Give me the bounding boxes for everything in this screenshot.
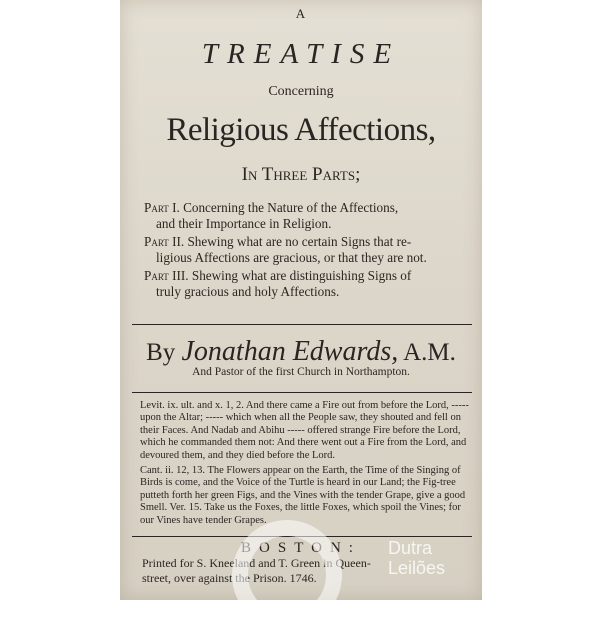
part-label: Part I.: [144, 200, 180, 215]
part-label: Part III.: [144, 268, 189, 283]
quote-leviticus: Levit. ix. ult. and x. 1, 2. And there came a Fire out from before the Lord, ----- upon the Altar; ----- which when all the People saw, they shouted and fell on their Faces. And Nadab and Abihu ----- offered strange Fire before the Lord, which he commanded them not: And there went out a Fire from the Lord, and devoured them, and they died before the Lord.: [140, 400, 469, 461]
part-text-cont: and their Importance in Religion.: [156, 216, 332, 231]
watermark-text: [388, 538, 445, 578]
part-1: [144, 200, 474, 232]
part-2: [144, 234, 474, 266]
author-degree: A.M.: [403, 339, 456, 366]
part-text-cont: truly gracious and holy Affections.: [156, 284, 340, 299]
title-article: A: [295, 6, 307, 21]
author-name: Jonathan Edwards,: [181, 336, 399, 367]
quote-canticles: Cant. ii. 12, 13. The Flowers appear on the Earth, the Time of the Singing of Birds is come, and the Voice of the Turtle is heard in our Land; the Fig-tree putteth forth her green Figs, and the Vines with the tender Grape, give a good Smell. Ver. 15. Take us the Foxes, the little Foxes, which spoil the Vines; for our Vines have tender Grapes.: [140, 465, 466, 526]
divider-rule: [132, 392, 472, 393]
parts-list: [144, 200, 474, 302]
in-three-parts: In Three Parts;: [241, 164, 361, 185]
epigraph-quotes: [140, 400, 474, 530]
part-text: Shewing what are no certain Signs that re-: [187, 234, 412, 249]
byline-by: By: [146, 339, 176, 366]
book-page: [120, 0, 482, 600]
title-concerning: Concerning: [268, 84, 334, 99]
divider-rule: [132, 324, 472, 325]
watermark-line-2: Leilões: [388, 558, 446, 578]
part-text-cont: ligious Affections are gracious, or that they are not.: [156, 250, 427, 265]
imprint-line-2: street, over against the Prison. 1746.: [142, 571, 317, 585]
byline: [120, 336, 482, 368]
imprint-city: BOSTON:: [241, 540, 361, 556]
pastor-line: And Pastor of the first Church in Northampton.: [192, 366, 410, 378]
title-treatise: TREATISE: [201, 38, 401, 70]
imprint-line-1: Printed for S. Kneeland and T. Green in Queen-: [142, 556, 371, 570]
part-text: Shewing what are distinguishing Signs of: [191, 268, 412, 283]
watermark-logo-icon: [232, 520, 342, 630]
main-title: Religious Affections,: [166, 112, 436, 148]
watermark-line-1: Dutra: [388, 538, 433, 558]
part-label: Part II.: [144, 234, 185, 249]
part-3: [144, 268, 474, 300]
part-text: Concerning the Nature of the Affections,: [183, 200, 399, 215]
